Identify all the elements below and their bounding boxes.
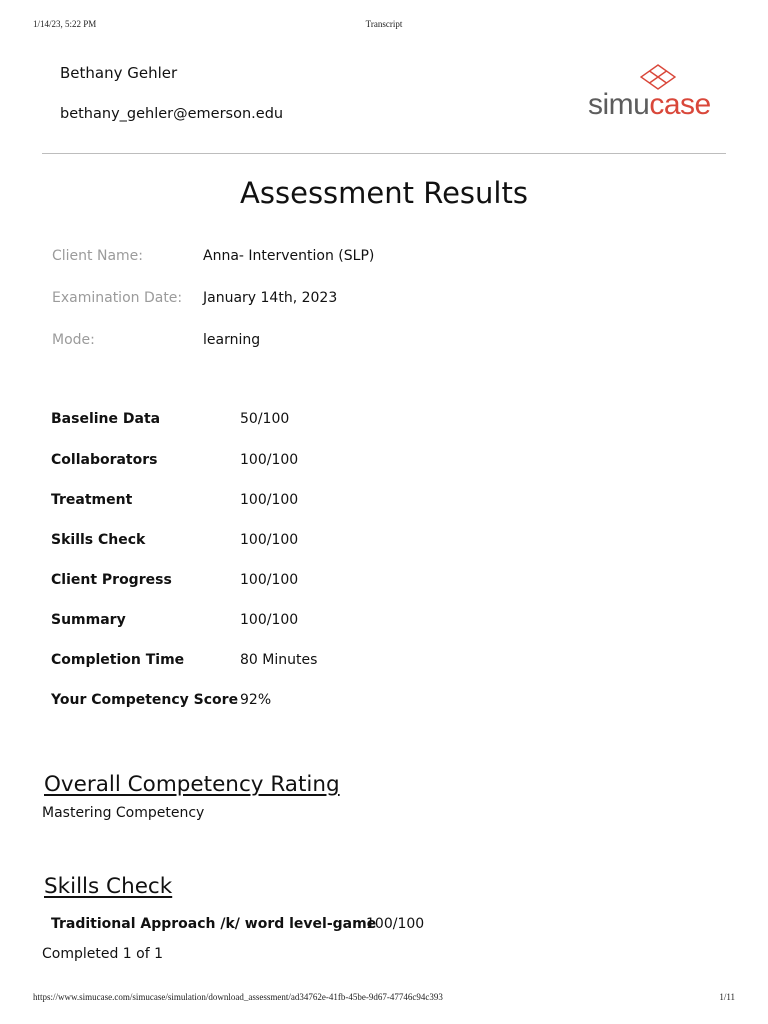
print-title: Transcript [365, 19, 403, 29]
score-label: Summary [51, 612, 126, 628]
print-url: https://www.simucase.com/simucase/simulation/download_assessment/ad34762e-41fb-45be-9d67-47746c94c393 [33, 992, 443, 1002]
info-label: Client Name: [52, 248, 143, 264]
user-name: Bethany Gehler [60, 64, 178, 82]
score-label: Treatment [51, 492, 133, 508]
score-value: 100/100 [240, 572, 299, 588]
score-value: 80 Minutes [240, 652, 318, 668]
header-divider [42, 153, 726, 154]
simucase-logo [588, 64, 728, 126]
info-value: January 14th, 2023 [203, 290, 338, 306]
logo-text-simu: simu [588, 88, 650, 121]
overall-competency-heading: Overall Competency Rating [44, 772, 340, 797]
logo-text-case: case [649, 88, 711, 121]
score-value: 100/100 [240, 532, 299, 548]
score-label: Skills Check [51, 532, 146, 548]
page-number: 1/11 [719, 992, 735, 1002]
score-label: Client Progress [51, 572, 172, 588]
logo-wordmark [588, 88, 711, 122]
skills-check-item-value: 100/100 [366, 916, 425, 932]
print-datetime: 1/14/23, 5:22 PM [33, 19, 97, 29]
skills-check-item-label: Traditional Approach /k/ word level-game [51, 916, 377, 932]
user-email: bethany_gehler@emerson.edu [60, 106, 284, 122]
diamond-lattice-icon [640, 64, 676, 90]
score-value: 100/100 [240, 452, 299, 468]
score-label: Baseline Data [51, 411, 161, 427]
skills-check-heading: Skills Check [44, 874, 173, 899]
score-value: 50/100 [240, 411, 290, 427]
page-title: Assessment Results [240, 176, 528, 210]
score-value: 92% [240, 692, 272, 708]
score-label: Completion Time [51, 652, 185, 668]
info-value: Anna- Intervention (SLP) [203, 248, 375, 264]
score-value: 100/100 [240, 492, 299, 508]
score-value: 100/100 [240, 612, 299, 628]
info-label: Mode: [52, 332, 95, 348]
overall-competency-value: Mastering Competency [42, 805, 205, 821]
info-label: Examination Date: [52, 290, 183, 306]
score-label: Your Competency Score [51, 692, 239, 708]
skills-check-completed: Completed 1 of 1 [42, 946, 164, 962]
info-value: learning [203, 332, 261, 348]
score-label: Collaborators [51, 452, 158, 468]
